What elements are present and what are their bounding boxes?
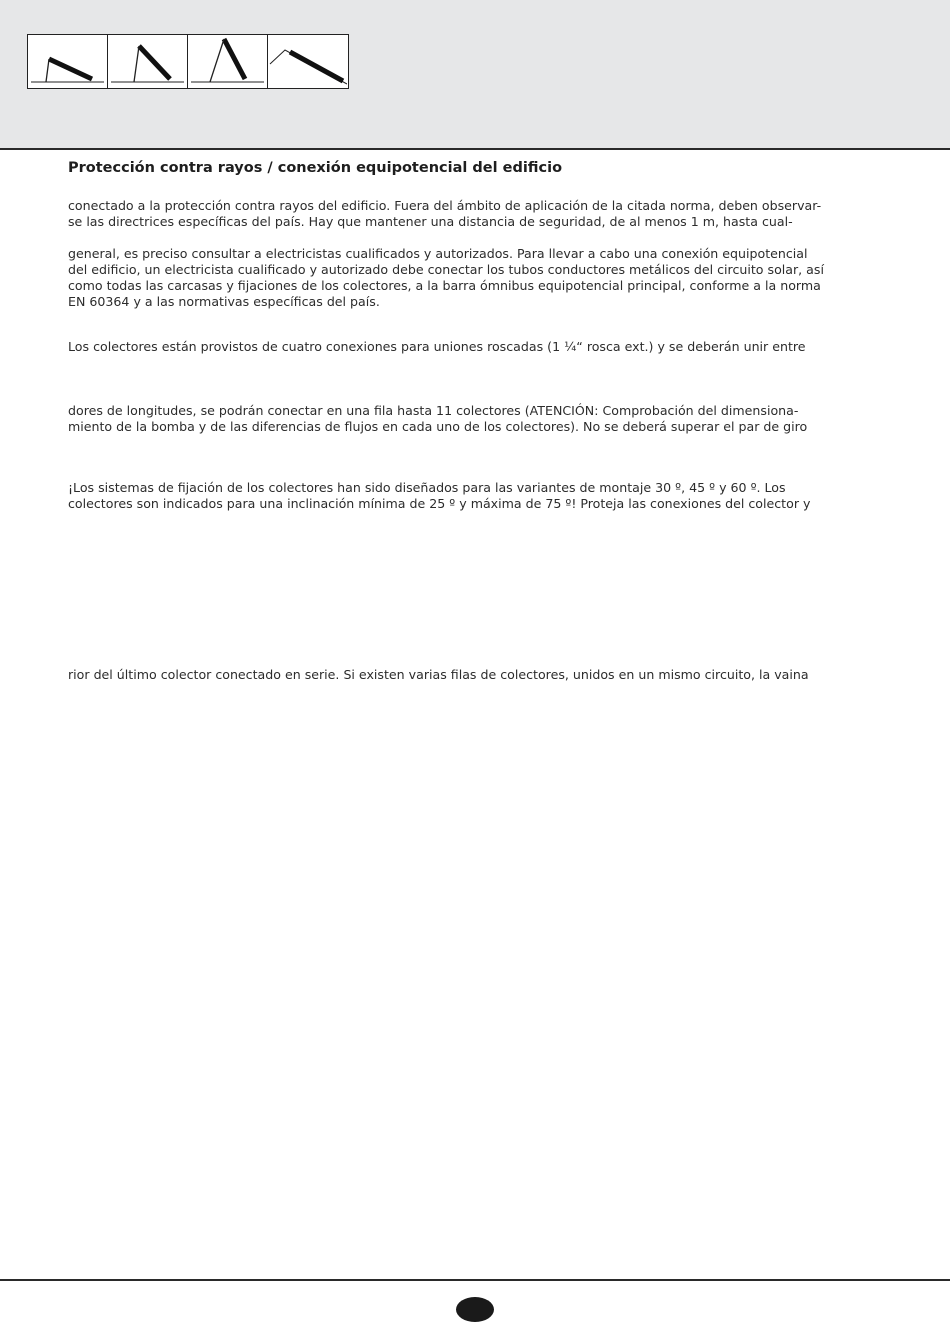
paragraph-lightning-protection <box>68 198 888 230</box>
text-line: colectores son indicados para una inclinación mínima de 25 º y máxima de 75 º! Proteja las conexiones del colector y <box>68 496 811 511</box>
footer-divider <box>0 1279 950 1281</box>
text-line: conectado a la protección contra rayos del edificio. Fuera del ámbito de aplicación de la citada norma, deben observar- <box>68 198 822 213</box>
text-line: dores de longitudes, se podrán conectar en una fila hasta 11 colectores (ATENCIÓN: Comprobación del dimensiona- <box>68 403 799 418</box>
header-band <box>0 0 950 150</box>
text-line: rior del último colector conectado en serie. Si existen varias filas de colectores, unidos en un mismo circuito, la vaina <box>68 667 809 682</box>
text-line: como todas las carcasas y fijaciones de los colectores, a la barra ómnibus equipotencial principal, conforme a la norma <box>68 278 821 293</box>
page-number-badge <box>456 1297 494 1322</box>
mount-angle-30-icon <box>28 35 108 88</box>
mount-angle-60-icon <box>188 35 268 88</box>
paragraph-equipotential-connection <box>68 246 888 310</box>
paragraph-collector-connections <box>68 339 888 355</box>
text-line: EN 60364 y a las normativas específicas del país. <box>68 294 380 309</box>
mount-angle-45-icon <box>108 35 188 88</box>
section-title: Protección contra rayos / conexión equipotencial del edificio <box>68 160 563 176</box>
paragraph-mounting-variants <box>68 480 888 512</box>
text-line: se las directrices específicas del país. Hay que mantener una distancia de seguridad, de al menos 1 m, hasta cual- <box>68 214 793 229</box>
text-line: general, es preciso consultar a electricistas cualificados y autorizados. Para llevar a cabo una conexión equipotencial <box>68 246 808 261</box>
text-line: Los colectores están provistos de cuatro conexiones para uniones roscadas (1 ¼“ rosca ext.) y se deberán unir entre <box>68 339 806 354</box>
paragraph-last-collector <box>68 667 888 683</box>
paragraph-collector-row <box>68 403 888 435</box>
text-line: ¡Los sistemas de fijación de los colectores han sido diseñados para las variantes de montaje 30 º, 45 º y 60 º. Los <box>68 480 786 495</box>
text-line: del edificio, un electricista cualificado y autorizado debe conectar los tubos conductores metálicos del circuito solar, así <box>68 262 824 277</box>
text-line: miento de la bomba y de las diferencias de flujos en cada uno de los colectores). No se deberá superar el par de giro <box>68 419 808 434</box>
mounting-angle-icons <box>27 34 349 89</box>
roof-mount-icon <box>268 35 348 88</box>
